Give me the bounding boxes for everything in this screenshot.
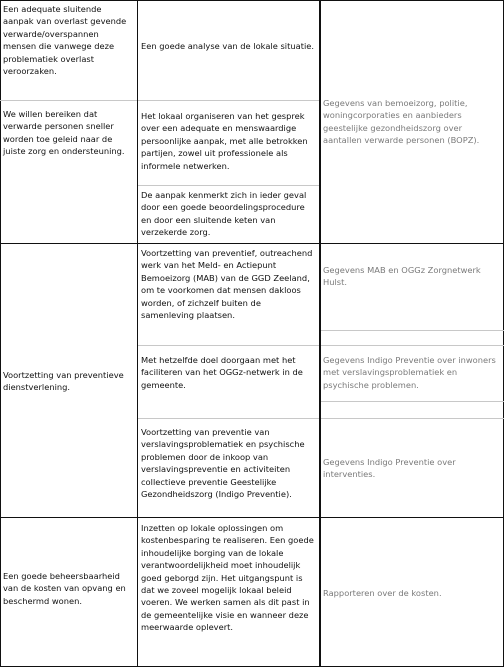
row-divider-1 [0, 243, 504, 244]
row-divider-2 [0, 517, 504, 518]
action-cell: Inzetten op lokale oplossingen om kostenbesparing te realiseren. Een goede inhoudelijke borging van de lokale verantwoordelijkheid moet inhoudelijk goed geborgd zijn. Het uitgangspunt is dat we zoveel mogelijk lokaal beleid voeren. We werken samen als dit past in de gemeentelijke visie en wanneer deze meerwaarde oplevert. [141, 523, 314, 633]
action-cell: Een goede analyse van de lokale situatie. [141, 41, 314, 51]
sub-divider-c2-r2a [138, 345, 319, 346]
sub-divider-c3-r2a [321, 330, 504, 331]
measurement-cell: Rapporteren over de kosten. [323, 588, 442, 598]
goal-cell: Een adequate sluitende aanpak van overlast gevende verwarde/overspannen mensen die vanwege deze problematiek overlast veroorzaken. [3, 4, 127, 77]
measurement-cell: Gegevens Indigo Preventie over interventies. [323, 457, 456, 480]
action-cell: Het lokaal organiseren van het gesprek over een adequate en menswaardige persoonlijke aanpak, met alle betrokken partijen, zowel uit professionele als informele netwerken. [141, 111, 308, 171]
goal-cell: We willen bereiken dat verwarde personen sneller worden toe geleid naar de juiste zorg en ondersteuning. [3, 109, 125, 157]
sub-divider-c2-r1a [138, 100, 319, 101]
goal-cell: Voortzetting van preventieve dienstverlening. [3, 370, 124, 393]
sub-divider-c2-r1b [138, 185, 319, 186]
goal-cell: Een goede beheersbaarheid van de kosten van opvang en beschermd wonen. [3, 571, 126, 606]
sub-divider-c3-r2d [321, 418, 504, 419]
measurement-cell: Gegevens van bemoeizorg, politie, woningcorporaties en aanbieders geestelijke gezondheidszorg over aantallen verwarde personen (BOPZ). [323, 98, 480, 146]
action-cell: Voortzetting van preventie van verslavingsproblematiek en psychische problemen door de inkoop van verslavingspreventie en activiteiten collectieve preventie Geestelijke Gezondheidszorg (Indigo Preventie). [141, 427, 305, 500]
sub-divider-c2-r2b [138, 418, 319, 419]
sub-divider-c3-r2c [321, 401, 504, 402]
sub-divider-c1-r1 [0, 100, 137, 101]
sub-divider-c3-r2b [321, 345, 504, 346]
action-cell: De aanpak kenmerkt zich in ieder geval door een goede beoordelingsprocedure en door een sluitende keten van verzekerde zorg. [141, 190, 307, 238]
measurement-cell: Gegevens Indigo Preventie over inwoners met verslavingsproblematiek en psychische problemen. [323, 355, 496, 390]
action-cell: Met hetzelfde doel doorgaan met het faciliteren van het OGGz-netwerk in de gemeente. [141, 355, 303, 390]
measurement-cell: Gegevens MAB en OGGz Zorgnetwerk Hulst. [323, 265, 481, 288]
action-cell: Voortzetting van preventief, outreachend werk van het Meld- en Actiepunt Bemoeizorg (MAB) van de GGD Zeeland, om te voorkomen dat mensen dakloos worden, of zichzelf buiten de samenleving plaatsen. [141, 248, 313, 321]
